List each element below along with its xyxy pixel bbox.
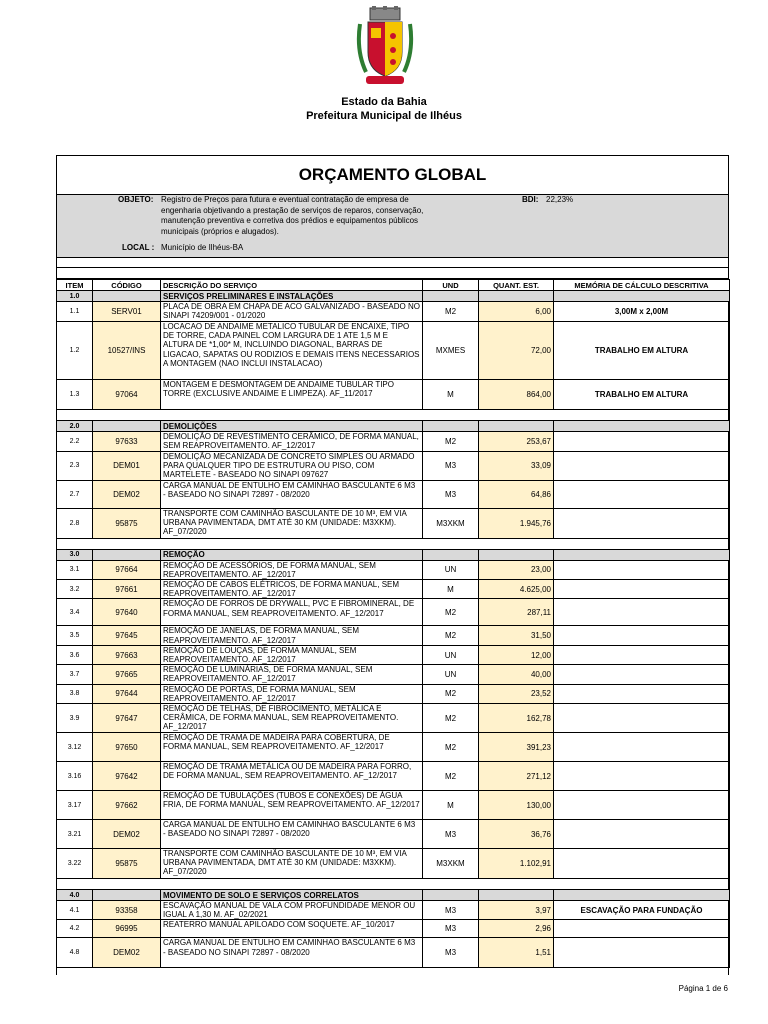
table-row (57, 599, 730, 626)
blank-cell (57, 879, 730, 890)
cell-code: DEM02 (93, 820, 161, 849)
cell-item: 3.16 (57, 762, 93, 791)
cell-code: 93358 (93, 901, 161, 920)
cell-item: 4.2 (57, 920, 93, 938)
table-row (57, 762, 730, 791)
cell-quantity: 1,51 (479, 938, 554, 968)
cell-memoria (554, 645, 730, 664)
cell-description: REMOÇÃO DE FORROS DE DRYWALL, PVC E FIBROMINERAL, DE FORMA MANUAL, SEM REAPROVEITAMENTO. AF_12/2017 (161, 599, 423, 626)
cell-description: REMOÇÃO DE TRAMA DE MADEIRA PARA COBERTURA, DE FORMA MANUAL, SEM REAPROVEITAMENTO. AF_12/2017 (161, 733, 423, 762)
cell-quantity: 864,00 (479, 380, 554, 410)
cell-description: PLACA DE OBRA EM CHAPA DE ACO GALVANIZADO - BASEADO NO SINAPI 74209/001 - 01/2020 (161, 302, 423, 322)
cell-description: REMOÇÃO DE LUMINÁRIAS, DE FORMA MANUAL, SEM REAPROVEITAMENTO. AF_12/2017 (161, 665, 423, 684)
cell-unit: M2 (423, 704, 479, 733)
cell-code: 95875 (93, 849, 161, 879)
cell-description: TRANSPORTE COM CAMINHÃO BASCULANTE DE 10 M³, EM VIA URBANA PAVIMENTADA, DMT ATÉ 30 KM (UNIDADE: M3XKM). AF_07/2020 (161, 849, 423, 879)
cell-unit: M2 (423, 432, 479, 452)
cell-code: 97661 (93, 580, 161, 599)
table-row (57, 508, 730, 538)
cell-code: 97650 (93, 733, 161, 762)
section-title: REMOÇÃO (161, 549, 423, 560)
cell-description: CARGA MANUAL DE ENTULHO EM CAMINHAO BASCULANTE 6 M3 - BASEADO NO SINAPI 72897 - 08/2020 (161, 938, 423, 968)
cell-item: 3.5 (57, 626, 93, 645)
cell-memoria (554, 684, 730, 703)
cell-code: 97663 (93, 645, 161, 664)
cell-memoria (554, 452, 730, 481)
cell-item: 4.8 (57, 938, 93, 968)
cell-code: 97664 (93, 560, 161, 579)
cell-memoria (554, 626, 730, 645)
cell-description: REMOÇÃO DE PORTAS, DE FORMA MANUAL, SEM REAPROVEITAMENTO. AF_12/2017 (161, 684, 423, 703)
budget-table (56, 279, 730, 968)
section-qty-empty (479, 890, 554, 901)
cell-quantity: 36,76 (479, 820, 554, 849)
section-row (57, 421, 730, 432)
cell-memoria (554, 791, 730, 820)
page-number: Página 1 de 6 (678, 984, 728, 993)
table-row (57, 820, 730, 849)
cell-unit: M3 (423, 920, 479, 938)
cell-quantity: 271,12 (479, 762, 554, 791)
state-name: Estado da Bahia (341, 96, 427, 108)
cell-code: 97644 (93, 684, 161, 703)
table-row (57, 645, 730, 664)
cell-unit: M3 (423, 901, 479, 920)
cell-quantity: 64,86 (479, 480, 554, 508)
cell-description: REMOÇÃO DE LOUÇAS, DE FORMA MANUAL, SEM REAPROVEITAMENTO. AF_12/2017 (161, 645, 423, 664)
cell-quantity: 391,23 (479, 733, 554, 762)
cell-item: 3.4 (57, 599, 93, 626)
cell-description: DEMOLIÇÃO DE REVESTIMENTO CERÂMICO, DE FORMA MANUAL, SEM REAPROVEITAMENTO. AF_12/2017 (161, 432, 423, 452)
cell-quantity: 1.102,91 (479, 849, 554, 879)
col-header-und: UND (423, 280, 479, 291)
table-row (57, 684, 730, 703)
cell-quantity: 253,67 (479, 432, 554, 452)
cell-memoria: TRABALHO EM ALTURA (554, 322, 730, 380)
table-row (57, 452, 730, 481)
cell-quantity: 3,97 (479, 901, 554, 920)
cell-memoria (554, 560, 730, 579)
cell-memoria (554, 920, 730, 938)
section-code-empty (93, 549, 161, 560)
cell-description: REMOÇÃO DE JANELAS, DE FORMA MANUAL, SEM REAPROVEITAMENTO. AF_12/2017 (161, 626, 423, 645)
objeto-text (161, 195, 461, 237)
cell-unit: M2 (423, 599, 479, 626)
cell-unit: M3 (423, 452, 479, 481)
cell-memoria (554, 480, 730, 508)
cell-quantity: 31,50 (479, 626, 554, 645)
table-row (57, 322, 730, 380)
cell-code: 97645 (93, 626, 161, 645)
section-row (57, 291, 730, 302)
cell-memoria (554, 938, 730, 968)
section-und-empty (423, 421, 479, 432)
cell-memoria (554, 580, 730, 599)
cell-memoria (554, 733, 730, 762)
cell-unit: M2 (423, 684, 479, 703)
table-row (57, 580, 730, 599)
section-und-empty (423, 890, 479, 901)
cell-code: 97640 (93, 599, 161, 626)
cell-item: 2.3 (57, 452, 93, 481)
spacer-row (57, 267, 728, 279)
cell-unit: M2 (423, 762, 479, 791)
cell-description: REMOÇÃO DE CABOS ELÉTRICOS, DE FORMA MANUAL, SEM REAPROVEITAMENTO. AF_12/2017 (161, 580, 423, 599)
cell-code: 95875 (93, 508, 161, 538)
section-item: 1.0 (57, 291, 93, 302)
prefecture-name: Prefeitura Municipal de Ilhéus (306, 110, 462, 122)
cell-item: 3.8 (57, 684, 93, 703)
cell-memoria (554, 704, 730, 733)
table-row (57, 480, 730, 508)
blank-row (57, 410, 730, 421)
cell-code: 96995 (93, 920, 161, 938)
cell-code: DEM01 (93, 452, 161, 481)
cell-unit: M (423, 791, 479, 820)
cell-code: 97665 (93, 665, 161, 684)
objeto-line: Registro de Preços para futura e eventual contratação de empresa de (161, 195, 409, 204)
cell-quantity: 40,00 (479, 665, 554, 684)
cell-description: REMOÇÃO DE TUBULAÇÕES (TUBOS E CONEXÕES) DE ÁGUA FRIA, DE FORMA MANUAL, SEM REAPROVEITAMENTO. AF_12/2017 (161, 791, 423, 820)
cell-quantity: 287,11 (479, 599, 554, 626)
cell-item: 2.2 (57, 432, 93, 452)
table-row (57, 380, 730, 410)
cell-item: 3.22 (57, 849, 93, 879)
cell-memoria (554, 820, 730, 849)
cell-code: 97064 (93, 380, 161, 410)
table-row (57, 665, 730, 684)
section-code-empty (93, 421, 161, 432)
section-item: 3.0 (57, 549, 93, 560)
cell-quantity: 33,09 (479, 452, 554, 481)
cell-code: DEM02 (93, 938, 161, 968)
table-row (57, 901, 730, 920)
table-row (57, 938, 730, 968)
blank-row (57, 538, 730, 549)
objeto-label: OBJETO: (118, 195, 154, 204)
local-label: LOCAL : (122, 243, 155, 252)
blank-row (57, 879, 730, 890)
table-row (57, 791, 730, 820)
cell-memoria (554, 665, 730, 684)
cell-code: 10527/INS (93, 322, 161, 380)
cell-unit: M3XKM (423, 849, 479, 879)
cell-code: 97633 (93, 432, 161, 452)
cell-unit: M2 (423, 626, 479, 645)
cell-unit: M3 (423, 820, 479, 849)
section-row (57, 890, 730, 901)
section-qty-empty (479, 421, 554, 432)
cell-memoria (554, 599, 730, 626)
cell-unit: UN (423, 560, 479, 579)
cell-item: 1.1 (57, 302, 93, 322)
cell-unit: M (423, 380, 479, 410)
cell-description: REMOÇÃO DE ACESSÓRIOS, DE FORMA MANUAL, SEM REAPROVEITAMENTO. AF_12/2017 (161, 560, 423, 579)
bdi-value: 22,23% (546, 195, 574, 204)
cell-code: DEM02 (93, 480, 161, 508)
cell-unit: M3 (423, 480, 479, 508)
col-header-desc: DESCRIÇÃO DO SERVIÇO (161, 280, 423, 291)
cell-quantity: 130,00 (479, 791, 554, 820)
section-item: 2.0 (57, 421, 93, 432)
col-header-item: ITEM (57, 280, 93, 291)
cell-quantity: 12,00 (479, 645, 554, 664)
objeto-line: manutenção preventiva e corretiva dos prédios e equipamentos públicos (161, 216, 419, 225)
section-title: MOVIMENTO DE SOLO E SERVIÇOS CORRELATOS (161, 890, 423, 901)
cell-item: 1.3 (57, 380, 93, 410)
section-mem-empty (554, 549, 730, 560)
section-mem-empty (554, 291, 730, 302)
cell-item: 1.2 (57, 322, 93, 380)
cell-unit: UN (423, 665, 479, 684)
cell-memoria: ESCAVAÇÃO PARA FUNDAÇÃO (554, 901, 730, 920)
cell-unit: M2 (423, 733, 479, 762)
section-code-empty (93, 890, 161, 901)
cell-unit: M (423, 580, 479, 599)
cell-memoria (554, 508, 730, 538)
cell-item: 3.2 (57, 580, 93, 599)
cell-item: 3.7 (57, 665, 93, 684)
cell-code: SERV01 (93, 302, 161, 322)
table-header-row (57, 280, 730, 291)
objeto-line: municipais (próprios e alugados). (161, 226, 279, 236)
section-mem-empty (554, 421, 730, 432)
coat-of-arms-icon (356, 6, 414, 90)
section-qty-empty (479, 549, 554, 560)
cell-item: 2.7 (57, 480, 93, 508)
table-row (57, 302, 730, 322)
cell-unit: MXMES (423, 322, 479, 380)
cell-quantity: 72,00 (479, 322, 554, 380)
table-row (57, 626, 730, 645)
cell-quantity: 1.945,76 (479, 508, 554, 538)
col-header-qty: QUANT. EST. (479, 280, 554, 291)
cell-quantity: 23,00 (479, 560, 554, 579)
cell-description: REMOÇÃO DE TRAMA METÁLICA OU DE MADEIRA PARA FORRO, DE FORMA MANUAL, SEM REAPROVEITAMENTO. AF_12/2017 (161, 762, 423, 791)
cell-item: 3.1 (57, 560, 93, 579)
cell-item: 3.12 (57, 733, 93, 762)
cell-description: TRANSPORTE COM CAMINHÃO BASCULANTE DE 10 M³, EM VIA URBANA PAVIMENTADA, DMT ATÉ 30 KM (UNIDADE: M3XKM). AF_07/2020 (161, 508, 423, 538)
cell-memoria (554, 762, 730, 791)
cell-item: 3.6 (57, 645, 93, 664)
local-value: Município de Ilhéus-BA (161, 243, 244, 252)
cell-code: 97662 (93, 791, 161, 820)
table-row (57, 733, 730, 762)
cell-description: CARGA MANUAL DE ENTULHO EM CAMINHAO BASCULANTE 6 M3 - BASEADO NO SINAPI 72897 - 08/2020 (161, 480, 423, 508)
cell-quantity: 4.625,00 (479, 580, 554, 599)
objeto-line: engenharia objetivando a prestação de serviços de reparos, conservação, (161, 205, 424, 215)
cell-item: 3.17 (57, 791, 93, 820)
table-row (57, 920, 730, 938)
cell-item: 3.21 (57, 820, 93, 849)
blank-cell (57, 410, 730, 421)
cell-memoria (554, 432, 730, 452)
cell-code: 97642 (93, 762, 161, 791)
cell-memoria: 3,00M x 2,00M (554, 302, 730, 322)
section-row (57, 549, 730, 560)
cell-unit: M2 (423, 302, 479, 322)
cell-description: LOCACAO DE ANDAIME METALICO TUBULAR DE ENCAIXE, TIPO DE TORRE, CADA PAINEL COM LARGURA DE 1 ATE 1,5 M E ALTURA DE *1,00* M, INCLUINDO DIAGONAL, BARRAS DE LIGACAO, SAPATAS OU RODIZIOS E DEMAIS ITENS NECESSARIOS A MONTAGEM (NAO INCLUI INSTALACAO) (161, 322, 423, 380)
cell-unit: M3XKM (423, 508, 479, 538)
table-row (57, 704, 730, 733)
page-title: ORÇAMENTO GLOBAL (298, 165, 487, 184)
col-header-code: CÓDIGO (93, 280, 161, 291)
cell-description: ESCAVAÇÃO MANUAL DE VALA COM PROFUNDIDADE MENOR OU IGUAL A 1,30 M. AF_02/2021 (161, 901, 423, 920)
cell-memoria: TRABALHO EM ALTURA (554, 380, 730, 410)
table-row (57, 560, 730, 579)
cell-memoria (554, 849, 730, 879)
blank-cell (57, 538, 730, 549)
cell-description: REATERRO MANUAL APILOADO COM SOQUETE. AF_10/2017 (161, 920, 423, 938)
cell-description: DEMOLIÇÃO MECANIZADA DE CONCRETO SIMPLES OU ARMADO PARA QUALQUER TIPO DE ESTRUTURA OU PISO, COM MARTELETE - BASEADO NO SINAPI 097627 (161, 452, 423, 481)
cell-description: MONTAGEM E DESMONTAGEM DE ANDAIME TUBULAR TIPO TORRE (EXCLUSIVE ANDAIME E LIMPEZA). AF_11/2017 (161, 380, 423, 410)
section-mem-empty (554, 890, 730, 901)
cell-quantity: 23,52 (479, 684, 554, 703)
cell-item: 2.8 (57, 508, 93, 538)
cell-item: 4.1 (57, 901, 93, 920)
section-title: SERVIÇOS PRELIMINARES E INSTALAÇÕES (161, 291, 423, 302)
col-header-memoria: MEMÓRIA DE CÁLCULO DESCRITIVA (554, 280, 730, 291)
cell-quantity: 2,96 (479, 920, 554, 938)
cell-unit: UN (423, 645, 479, 664)
cell-quantity: 6,00 (479, 302, 554, 322)
cell-description: CARGA MANUAL DE ENTULHO EM CAMINHAO BASCULANTE 6 M3 - BASEADO NO SINAPI 72897 - 08/2020 (161, 820, 423, 849)
table-row (57, 432, 730, 452)
table-body (57, 291, 730, 968)
section-title: DEMOLIÇÕES (161, 421, 423, 432)
section-code-empty (93, 291, 161, 302)
section-und-empty (423, 549, 479, 560)
table-row (57, 849, 730, 879)
bdi-label: BDI: (522, 195, 539, 204)
cell-code: 97647 (93, 704, 161, 733)
section-item: 4.0 (57, 890, 93, 901)
section-qty-empty (479, 291, 554, 302)
cell-item: 3.9 (57, 704, 93, 733)
cell-unit: M3 (423, 938, 479, 968)
section-und-empty (423, 291, 479, 302)
cell-description: REMOÇÃO DE TELHAS, DE FIBROCIMENTO, METÁLICA E CERÂMICA, DE FORMA MANUAL, SEM REAPROVEITAMENTO. AF_12/2017 (161, 704, 423, 733)
cell-quantity: 162,78 (479, 704, 554, 733)
